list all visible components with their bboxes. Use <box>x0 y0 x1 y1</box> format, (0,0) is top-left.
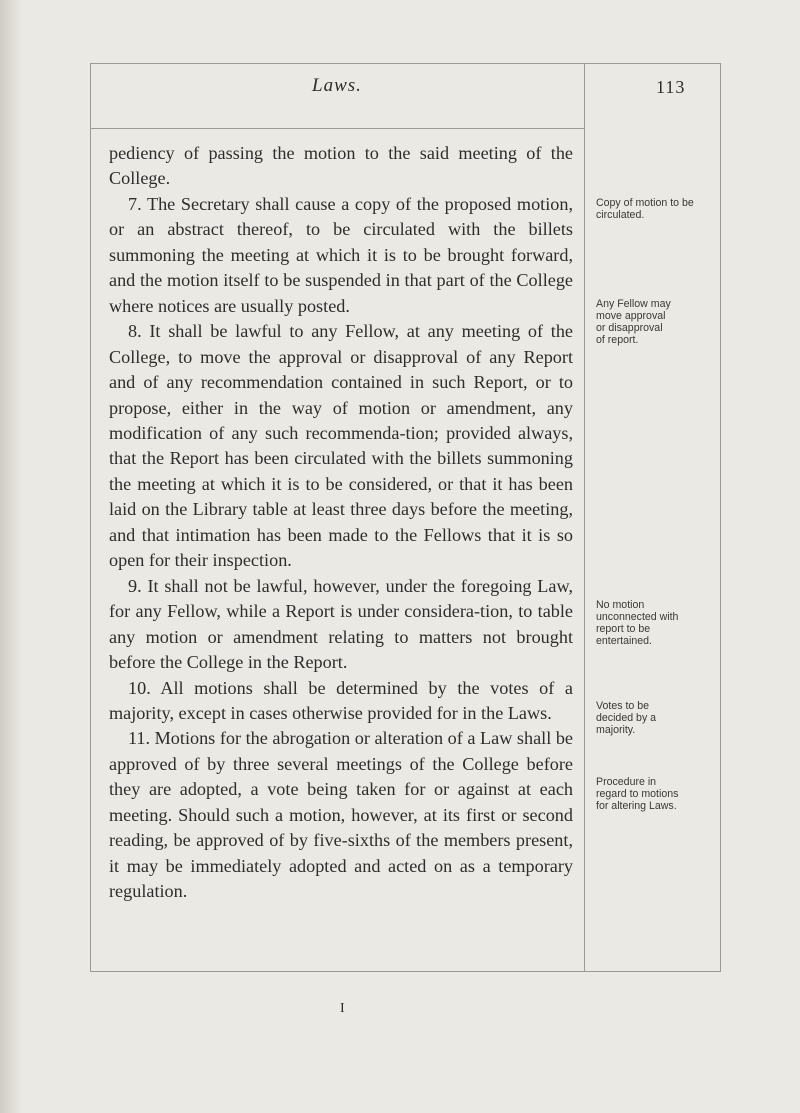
running-head: Laws. <box>312 75 362 96</box>
bottom-rule <box>90 971 720 972</box>
left-frame-line <box>90 63 91 972</box>
header-rule <box>90 128 584 129</box>
paragraph-law-9: 9. It shall not be lawful, however, under the foregoing Law, for any Fellow, while a Report is under considera-tion, to table any motion or amendment relating to matters not brought before the College in the Report. <box>109 575 573 673</box>
sidenote-fellow-may-move: Any Fellow may move approval or disapproval of report. <box>596 298 671 346</box>
page-number: 113 <box>656 77 686 97</box>
paragraph-law-7: 7. The Secretary shall cause a copy of the proposed motion, or an abstract thereof, to be circulated with the billets summoning the meeting at which it is to be brought forward, and the motion itself to be suspended in that part of the College where notices are usually posted. <box>109 193 573 316</box>
paragraph-continuation: pediency of passing the motion to the said meeting of the College. <box>109 143 573 189</box>
paragraph-law-11: 11. Motions for the abrogation or alteration of a Law shall be approved of by three several meetings of the College before they are adopted, a vote being taken for or against at each meeting. Should such a motion, however, at its first or second reading, be approved of by five-sixths of the members present, it may be immediately adopted and acted on as a temporary regulation. <box>109 728 573 902</box>
sidenote-votes-majority: Votes to be decided by a majority. <box>596 700 657 736</box>
top-rule <box>90 63 720 64</box>
column-divider <box>584 63 585 972</box>
main-text-column <box>109 141 573 905</box>
sidenote-no-unconnected-motion: No motion unconnected with report to be entertained. <box>596 599 679 647</box>
paragraph-law-8: 8. It shall be lawful to any Fellow, at any meeting of the College, to move the approval or disapproval of any Report and of any recommendation contained in such Report, or to propose, either in the way of motion or amendment, any modification of any such recommenda-tion; provided always, that the Report has been circulated with the billets summoning the meeting at which it is to be considered, or that it has been laid on the Library table at least three days before the meeting, and that intimation has been made to the Fellows that it is so open for their inspection. <box>109 321 573 571</box>
page-edge-shadow <box>0 0 22 1113</box>
right-frame-line <box>720 63 721 972</box>
paragraph-law-10: 10. All motions shall be determined by the votes of a majority, except in cases otherwise provided for in the Laws. <box>109 677 573 723</box>
sidenote-copy-of-motion: Copy of motion to be circulated. <box>596 197 694 221</box>
signature-mark: I <box>340 1001 345 1016</box>
sidenote-procedure-altering-laws: Procedure in regard to motions for altering Laws. <box>596 776 679 812</box>
